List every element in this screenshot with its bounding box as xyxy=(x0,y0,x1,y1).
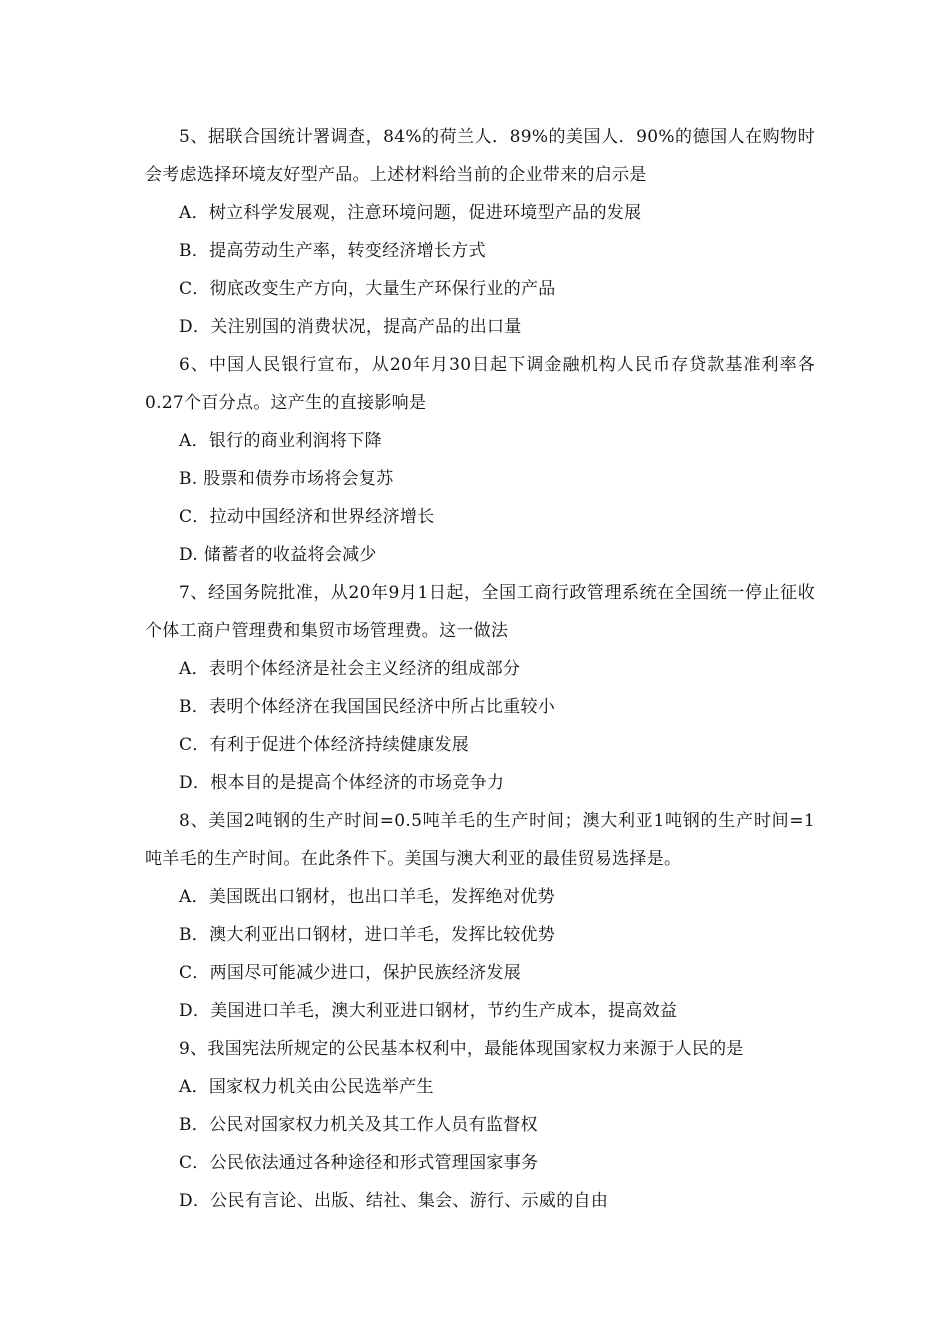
option-c: C．彻底改变生产方向，大量生产环保行业的产品 xyxy=(179,279,556,299)
option-a: A．美国既出口钢材，也出口羊毛，发挥绝对优势 xyxy=(179,887,555,907)
option-d: D．美国进口羊毛，澳大利亚进口钢材，节约生产成本，提高效益 xyxy=(179,1001,678,1021)
option-a: A．银行的商业利润将下降 xyxy=(179,431,382,451)
question-stem: 9、我国宪法所规定的公民基本权利中，最能体现国家权力来源于人民的是 xyxy=(179,1039,744,1059)
option-d: D．根本目的是提高个体经济的市场竞争力 xyxy=(179,773,505,793)
option-b: B．公民对国家权力机关及其工作人员有监督权 xyxy=(179,1115,538,1135)
question-list xyxy=(145,118,815,1220)
option-b: B．表明个体经济在我国国民经济中所占比重较小 xyxy=(179,697,556,717)
option-a: A．表明个体经济是社会主义经济的组成部分 xyxy=(179,659,521,679)
question-stem: 6、中国人民银行宣布，从20年月30日起下调金融机构人民币存贷款基准利率各0.27个百分点。这产生的直接影响是 xyxy=(145,355,815,413)
question-9 xyxy=(145,1030,815,1220)
question-6 xyxy=(145,346,815,574)
option-d: D．关注别国的消费状况，提高产品的出口量 xyxy=(179,317,522,337)
option-c: C．拉动中国经济和世界经济增长 xyxy=(179,507,435,527)
option-a: A．国家权力机关由公民选举产生 xyxy=(179,1077,434,1097)
option-b: B．提高劳动生产率，转变经济增长方式 xyxy=(179,241,486,261)
option-d: D．公民有言论、出版、结社、集会、游行、示威的自由 xyxy=(179,1191,609,1211)
option-a: A．树立科学发展观，注意环境问题，促进环境型产品的发展 xyxy=(179,203,642,223)
question-stem: 7、经国务院批准，从20年9月1日起，全国工商行政管理系统在全国统一停止征收个体工商户管理费和集贸市场管理费。这一做法 xyxy=(145,583,815,641)
question-8 xyxy=(145,802,815,1030)
option-list xyxy=(145,422,815,574)
option-list xyxy=(145,1068,815,1220)
question-5 xyxy=(145,118,815,346)
option-c: C．公民依法通过各种途径和形式管理国家事务 xyxy=(179,1153,539,1173)
option-list xyxy=(145,650,815,802)
question-stem: 8、美国2吨钢的生产时间=0.5吨羊毛的生产时间；澳大利亚1吨钢的生产时间=1吨羊毛的生产时间。在此条件下。美国与澳大利亚的最佳贸易选择是。 xyxy=(145,811,815,869)
question-7 xyxy=(145,574,815,802)
option-c: C．有利于促进个体经济持续健康发展 xyxy=(179,735,470,755)
option-list xyxy=(145,878,815,1030)
option-list xyxy=(145,194,815,346)
option-b: B. 股票和债券市场将会复苏 xyxy=(179,469,394,489)
question-stem: 5、据联合国统计署调查，84%的荷兰人．89%的美国人．90%的德国人在购物时会考虑选择环境友好型产品。上述材料给当前的企业带来的启示是 xyxy=(145,127,815,185)
option-c: C．两国尽可能减少进口，保护民族经济发展 xyxy=(179,963,522,983)
option-d: D. 储蓄者的收益将会减少 xyxy=(179,545,377,565)
option-b: B．澳大利亚出口钢材，进口羊毛，发挥比较优势 xyxy=(179,925,556,945)
